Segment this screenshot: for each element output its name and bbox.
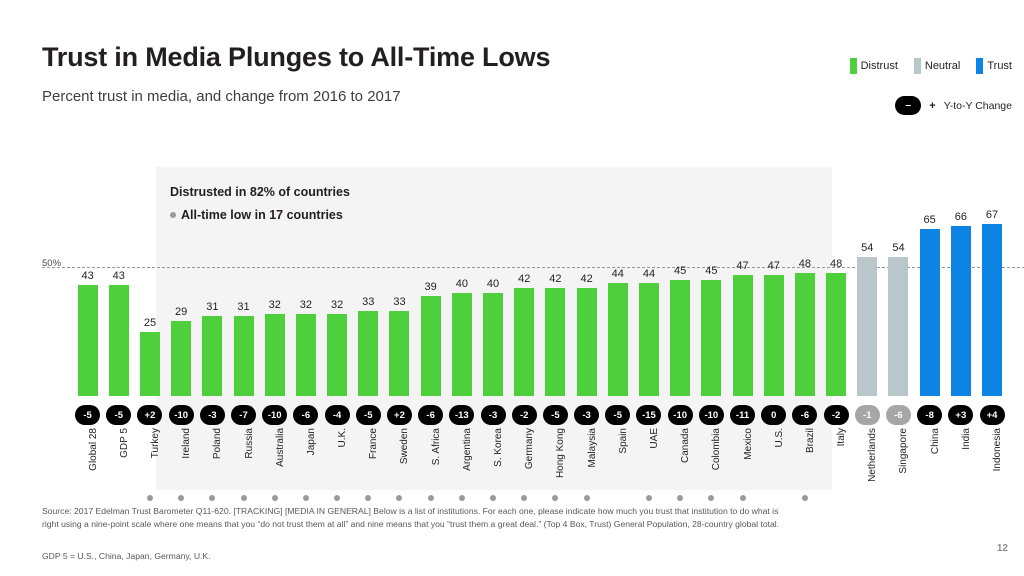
category-label-cell <box>290 426 321 482</box>
category-label: Canada <box>680 428 692 464</box>
category-label: Russia <box>243 428 255 459</box>
all-time-low-cell <box>322 492 353 504</box>
category-label-cell <box>72 426 103 482</box>
category-label-cell <box>976 426 1007 482</box>
legend-label-trust: Trust <box>987 60 1012 72</box>
bar <box>389 311 409 396</box>
category-label-cell <box>415 426 446 482</box>
category-label: Australia <box>274 428 286 467</box>
category-label: Sweden <box>399 428 411 465</box>
category-label: GDP 5 <box>118 428 130 458</box>
category-label: S. Africa <box>430 428 442 466</box>
category-label: Italy <box>836 428 848 447</box>
change-bubble: -13 <box>449 405 474 425</box>
change-bubble-cell <box>197 404 228 426</box>
bar <box>265 314 285 396</box>
change-bubble-cell <box>821 404 852 426</box>
all-time-low-cell <box>228 492 259 504</box>
bar <box>639 283 659 396</box>
bar-value-label: 43 <box>112 270 125 282</box>
legend-item-trust <box>976 58 1012 74</box>
bar-value-label: 45 <box>674 265 687 277</box>
bar <box>202 316 222 396</box>
change-bubble-cell <box>789 404 820 426</box>
change-bubble-cell <box>571 404 602 426</box>
change-bubble: -7 <box>231 405 256 425</box>
all-time-low-cell <box>758 492 789 504</box>
all-time-low-cell <box>821 492 852 504</box>
bar <box>358 311 378 396</box>
all-time-low-cell <box>509 492 540 504</box>
category-label-cell <box>477 426 508 482</box>
change-bubble: -11 <box>730 405 755 425</box>
legend-label-distrust: Distrust <box>860 60 898 72</box>
category-label-cell <box>602 426 633 482</box>
change-bubble-cell <box>353 404 384 426</box>
all-time-low-cell <box>415 492 446 504</box>
bar-value-label: 43 <box>81 270 94 282</box>
category-label: U.S. <box>773 428 785 448</box>
all-time-low-dot-icon <box>459 495 465 501</box>
bar <box>140 332 160 396</box>
change-bubble: -8 <box>917 405 942 425</box>
bar <box>545 288 565 396</box>
change-bubble: 0 <box>761 405 786 425</box>
bar <box>608 283 628 396</box>
legend-item-neutral <box>914 58 960 74</box>
all-time-low-cell <box>633 492 664 504</box>
bar <box>920 229 940 396</box>
all-time-low-cell <box>696 492 727 504</box>
all-time-low-dot-icon <box>584 495 590 501</box>
bar-column <box>540 216 571 396</box>
bar-column <box>821 216 852 396</box>
bar <box>171 321 191 396</box>
chart-plot-area <box>42 152 1017 482</box>
bar-column <box>914 216 945 396</box>
bar-column <box>696 216 727 396</box>
change-bubble-cell <box>72 404 103 426</box>
change-bubble: -2 <box>824 405 849 425</box>
bar-value-label: 31 <box>237 301 250 313</box>
bar <box>701 280 721 396</box>
bar-column <box>103 216 134 396</box>
bar-column <box>945 211 976 396</box>
change-bubble-cell <box>103 404 134 426</box>
category-label: U.K. <box>337 428 349 448</box>
bar <box>483 293 503 396</box>
all-time-low-cell <box>914 492 945 504</box>
category-label-cell <box>696 426 727 482</box>
category-label: Hong Kong <box>555 428 567 479</box>
bar-value-label: 32 <box>268 299 281 311</box>
category-label-cell <box>384 426 415 482</box>
all-time-low-dot-icon <box>490 495 496 501</box>
change-bubble-cell <box>602 404 633 426</box>
category-label: India <box>960 428 972 450</box>
change-bubble: -5 <box>356 405 381 425</box>
change-bubble-cell <box>477 404 508 426</box>
bar <box>234 316 254 396</box>
all-time-low-dot-icon <box>272 495 278 501</box>
category-label-cell <box>259 426 290 482</box>
page-title: Trust in Media Plunges to All-Time Lows <box>42 42 551 72</box>
change-bubble-cell <box>384 404 415 426</box>
all-time-low-cell <box>571 492 602 504</box>
category-label: Brazil <box>804 428 816 454</box>
legend-item-distrust <box>850 58 898 74</box>
bar-value-label: 67 <box>985 209 999 221</box>
bar <box>733 275 753 396</box>
bar-value-label: 42 <box>580 273 593 285</box>
category-label-cell <box>166 426 197 482</box>
page-subtitle: Percent trust in media, and change from 2016 to 2017 <box>42 88 401 105</box>
all-time-low-cell <box>197 492 228 504</box>
all-time-low-cell <box>72 492 103 504</box>
bar-column <box>197 216 228 396</box>
bar-column <box>571 216 602 396</box>
bar-column <box>134 216 165 396</box>
category-label-cell <box>540 426 571 482</box>
bar-column <box>976 209 1007 396</box>
gdp-note: GDP 5 = U.S., China, Japan, Germany, U.K. <box>42 551 211 561</box>
reference-line-label: 50% <box>42 258 62 269</box>
category-label-cell <box>758 426 789 482</box>
source-note: Source: 2017 Edelman Trust Barometer Q11-620. [TRACKING] [MEDIA IN GENERAL] Below is a list of institutions. For each one, please indicate how much you trust that institution to do what is right using a nine-point scale where one means that you “do not trust them at all” and nine means that you “trust them a great deal.” (Top 4 Box, Trust) General Population, 28-country global total. <box>42 506 780 529</box>
bar-column <box>883 216 914 396</box>
bar <box>764 275 784 396</box>
change-bubble: -6 <box>418 405 443 425</box>
page-number: 12 <box>996 543 1008 554</box>
callout-line-2: All-time low in 17 countries <box>170 204 350 227</box>
callout-line-1: Distrusted in 82% of countries <box>170 185 350 199</box>
all-time-low-cell <box>883 492 914 504</box>
bar-column <box>446 216 477 396</box>
category-label-cell <box>633 426 664 482</box>
bar-column <box>477 216 508 396</box>
legend-label-neutral: Neutral <box>924 60 961 72</box>
change-bubble: -10 <box>262 405 287 425</box>
bar-column <box>166 216 197 396</box>
category-label: Netherlands <box>867 428 879 482</box>
bar <box>670 280 690 396</box>
bar <box>577 288 597 396</box>
bar-column <box>758 216 789 396</box>
chart-legend <box>850 58 1012 74</box>
change-bubble-cell <box>883 404 914 426</box>
change-bubble: +4 <box>980 405 1005 425</box>
category-label-cell <box>883 426 914 482</box>
all-time-low-row <box>72 492 1008 504</box>
all-time-low-dot-icon <box>334 495 340 501</box>
category-label-cell <box>945 426 976 482</box>
bar <box>795 273 815 396</box>
bar <box>452 293 472 396</box>
category-label: Spain <box>617 428 629 454</box>
bar-value-label: 54 <box>892 242 905 254</box>
change-bubble: -3 <box>574 405 599 425</box>
all-time-low-dot-icon <box>396 495 402 501</box>
bar-column <box>228 216 259 396</box>
change-bubble-cell <box>322 404 353 426</box>
bar <box>982 224 1002 396</box>
category-label: Singapore <box>898 428 910 474</box>
change-bubble: -4 <box>325 405 350 425</box>
change-bubble-cell <box>758 404 789 426</box>
category-label: Ireland <box>181 428 193 459</box>
ytoy-legend-label: Y-to-Y Change <box>943 99 1012 112</box>
change-bubble-cell <box>166 404 197 426</box>
category-label-cell <box>134 426 165 482</box>
bar-value-label: 33 <box>393 296 406 308</box>
change-bubble-cell <box>852 404 883 426</box>
bar <box>514 288 534 396</box>
category-label-cell <box>914 426 945 482</box>
category-label-cell <box>727 426 758 482</box>
bar <box>421 296 441 396</box>
change-bubble-cell <box>228 404 259 426</box>
category-label-cell <box>103 426 134 482</box>
category-label: Germany <box>524 428 536 470</box>
change-bubble: -6 <box>293 405 318 425</box>
legend-swatch-trust-icon <box>976 58 983 74</box>
category-label-cell <box>852 426 883 482</box>
bar <box>327 314 347 396</box>
bar-value-label: 29 <box>175 306 188 318</box>
bar-value-label: 39 <box>424 281 437 293</box>
category-label-cell <box>446 426 477 482</box>
all-time-low-dot-icon <box>209 495 215 501</box>
all-time-low-cell <box>540 492 571 504</box>
bar-value-label: 42 <box>518 273 531 285</box>
all-time-low-cell <box>727 492 758 504</box>
change-bubble: -5 <box>75 405 100 425</box>
bar-column <box>789 216 820 396</box>
all-time-low-cell <box>103 492 134 504</box>
bar-value-label: 45 <box>705 265 718 277</box>
all-time-low-dot-icon <box>147 495 153 501</box>
category-label: Japan <box>305 428 317 456</box>
change-bubble: -5 <box>106 405 131 425</box>
category-label-cell <box>322 426 353 482</box>
all-time-low-cell <box>134 492 165 504</box>
bar-column <box>322 216 353 396</box>
bar-value-label: 48 <box>829 258 843 270</box>
bar-column <box>509 216 540 396</box>
change-bubble: -2 <box>512 405 537 425</box>
bar <box>109 285 129 396</box>
change-bubble: -15 <box>636 405 661 425</box>
bar-column <box>727 216 758 396</box>
ytoy-legend <box>895 96 1012 115</box>
all-time-low-cell <box>602 492 633 504</box>
bar-column <box>602 216 633 396</box>
all-time-low-dot-icon <box>241 495 247 501</box>
bar-value-label: 65 <box>923 214 936 226</box>
bar <box>296 314 316 396</box>
bar-column <box>852 216 883 396</box>
category-label-cell <box>789 426 820 482</box>
category-label: Colombia <box>711 428 723 471</box>
category-label: Indonesia <box>992 428 1004 472</box>
change-bubble-cell <box>415 404 446 426</box>
bar-value-label: 25 <box>143 317 157 329</box>
bar-column <box>384 216 415 396</box>
all-time-low-cell <box>290 492 321 504</box>
change-bubble: -10 <box>668 405 693 425</box>
all-time-low-dot-icon <box>646 495 652 501</box>
change-bubble: -6 <box>886 405 911 425</box>
change-bubble-cell <box>290 404 321 426</box>
change-bubble-cell <box>259 404 290 426</box>
all-time-low-cell <box>852 492 883 504</box>
change-bubble: -6 <box>792 405 817 425</box>
change-bubble-cell <box>540 404 571 426</box>
change-bubble-cell <box>945 404 976 426</box>
all-time-low-dot-icon <box>740 495 746 501</box>
bar-value-label: 54 <box>861 242 874 254</box>
bar-value-label: 47 <box>736 260 749 272</box>
bar-column <box>633 216 664 396</box>
all-time-low-cell <box>789 492 820 504</box>
bar-column <box>665 216 696 396</box>
category-label: Malaysia <box>586 428 598 468</box>
all-time-low-cell <box>945 492 976 504</box>
change-bubble: +3 <box>948 405 973 425</box>
change-bubble-row <box>72 404 1008 426</box>
category-label-cell <box>821 426 852 482</box>
change-bubble-cell <box>134 404 165 426</box>
category-label: UAE <box>648 428 660 449</box>
ytoy-negative-bubble-icon: – <box>895 96 921 115</box>
change-bubble: +2 <box>137 405 162 425</box>
change-bubble-cell <box>633 404 664 426</box>
bar-value-label: 42 <box>549 273 562 285</box>
change-bubble: -10 <box>699 405 724 425</box>
bar-value-label: 44 <box>611 268 624 280</box>
category-label: France <box>368 428 380 460</box>
category-label: Turkey <box>149 428 161 459</box>
ytoy-positive-symbol: + <box>929 99 936 112</box>
bar-value-label: 48 <box>798 258 812 270</box>
category-label: S. Korea <box>493 428 505 467</box>
change-bubble-cell <box>696 404 727 426</box>
bar-value-label: 31 <box>206 301 219 313</box>
bar <box>951 226 971 396</box>
bar-column <box>72 216 103 396</box>
all-time-low-dot-icon <box>521 495 527 501</box>
change-bubble-cell <box>727 404 758 426</box>
change-bubble: -3 <box>200 405 225 425</box>
bar-column <box>415 216 446 396</box>
all-time-low-cell <box>259 492 290 504</box>
change-bubble-cell <box>914 404 945 426</box>
bar-value-label: 40 <box>455 278 468 290</box>
category-label-cell <box>509 426 540 482</box>
change-bubble: -5 <box>543 405 568 425</box>
all-time-low-dot-icon <box>178 495 184 501</box>
bar-value-label: 66 <box>954 211 967 223</box>
bar <box>826 273 846 396</box>
all-time-low-dot-icon <box>708 495 714 501</box>
bar-value-label: 33 <box>362 296 375 308</box>
legend-swatch-distrust-icon <box>850 58 857 74</box>
category-label-cell <box>571 426 602 482</box>
all-time-low-cell <box>384 492 415 504</box>
category-label-cell <box>353 426 384 482</box>
category-label-cell <box>665 426 696 482</box>
change-bubble: -10 <box>169 405 194 425</box>
all-time-low-cell <box>665 492 696 504</box>
bar-value-label: 47 <box>767 260 780 272</box>
bar <box>78 285 98 396</box>
legend-swatch-neutral-icon <box>914 58 921 74</box>
category-label: Global 28 <box>87 428 99 471</box>
change-bubble: -5 <box>605 405 630 425</box>
bar <box>857 257 877 396</box>
bar-value-label: 44 <box>642 268 656 280</box>
bar-column <box>259 216 290 396</box>
all-time-low-cell <box>446 492 477 504</box>
all-time-low-dot-icon <box>677 495 683 501</box>
category-label-cell <box>228 426 259 482</box>
bar-column <box>353 216 384 396</box>
category-axis <box>72 426 1008 482</box>
change-bubble-cell <box>976 404 1007 426</box>
change-bubble-cell <box>446 404 477 426</box>
all-time-low-cell <box>166 492 197 504</box>
bar-value-label: 32 <box>299 299 313 311</box>
all-time-low-cell <box>976 492 1007 504</box>
change-bubble: +2 <box>387 405 412 425</box>
category-label: Mexico <box>742 428 754 460</box>
change-bubble-cell <box>509 404 540 426</box>
change-bubble-cell <box>665 404 696 426</box>
bar-value-label: 32 <box>330 299 344 311</box>
bar-value-label: 40 <box>486 278 500 290</box>
bar <box>888 257 908 396</box>
all-time-low-dot-icon <box>365 495 371 501</box>
all-time-low-cell <box>353 492 384 504</box>
category-label-cell <box>197 426 228 482</box>
category-label: Poland <box>212 428 224 460</box>
category-label: China <box>929 428 941 455</box>
all-time-low-dot-icon <box>802 495 808 501</box>
all-time-low-dot-icon <box>428 495 434 501</box>
all-time-low-dot-icon <box>552 495 558 501</box>
all-time-low-cell <box>477 492 508 504</box>
bar-column <box>290 216 321 396</box>
change-bubble: -3 <box>481 405 506 425</box>
all-time-low-dot-icon <box>303 495 309 501</box>
change-bubble: -1 <box>855 405 880 425</box>
category-label: Argentina <box>461 428 473 471</box>
